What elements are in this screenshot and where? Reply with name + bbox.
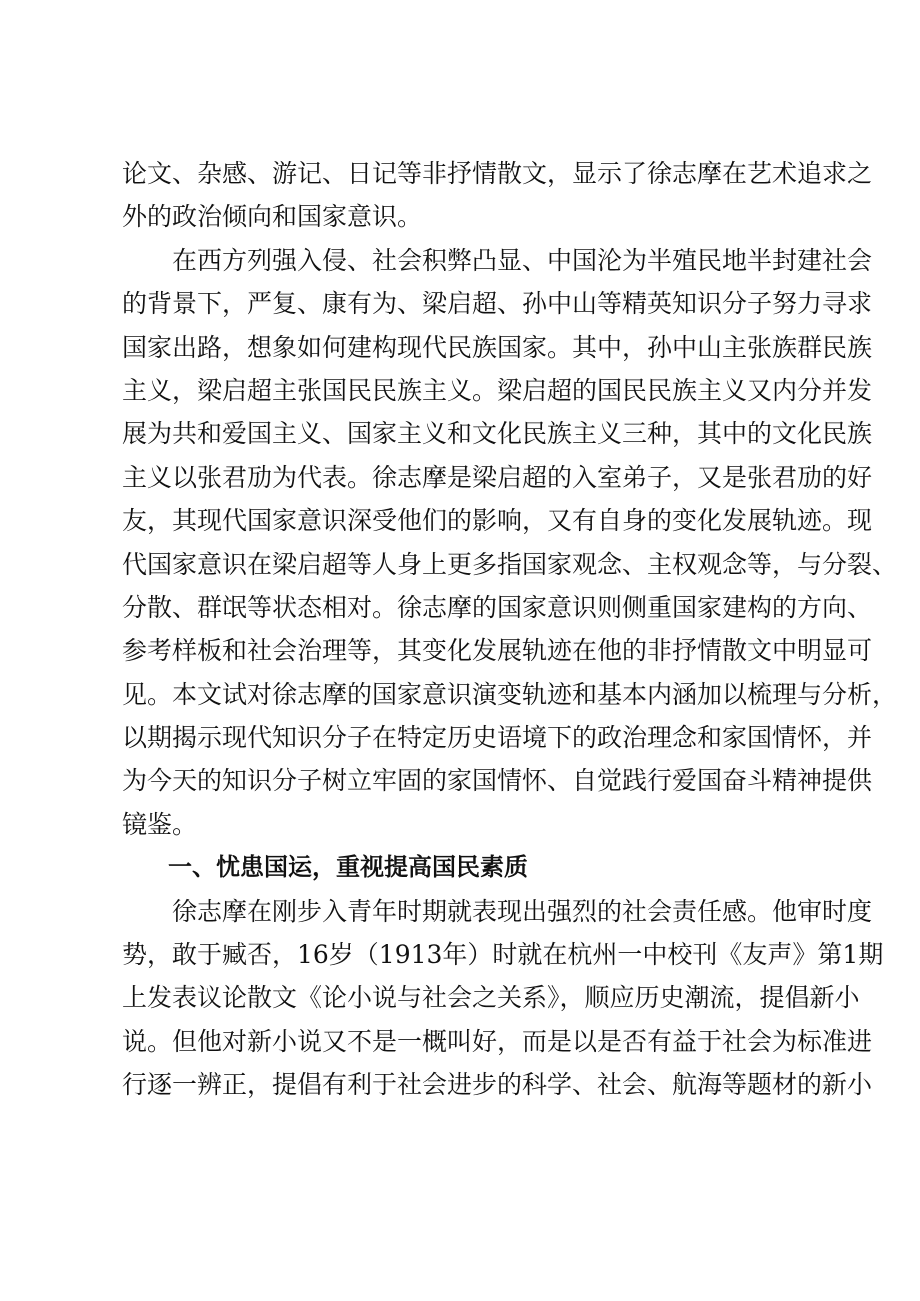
text-line: 国家出路，想象如何建构现代民族国家。其中，孙中山主张族群民族 <box>122 332 873 362</box>
paragraph-1 <box>122 152 873 239</box>
text-line: 为今天的知识分子树立牢固的家国情怀、自觉践行爱国奋斗精神提供 <box>122 766 873 796</box>
text-line: 外的政治倾向和国家意识。 <box>122 202 423 232</box>
text-line: 主义以张君劢为代表。徐志摩是梁启超的入室弟子，又是张君劢的好 <box>122 462 873 492</box>
text-line: 以期揭示现代知识分子在特定历史语境下的政治理念和家国情怀，并 <box>122 723 873 753</box>
text-line: 的背景下，严复、康有为、梁启超、孙中山等精英知识分子努力寻求 <box>122 289 873 319</box>
body-text <box>122 152 898 1107</box>
text-line: 分散、群氓等状态相对。徐志摩的国家意识则侧重国家建构的方向、 <box>122 592 873 622</box>
text-line: 势，敢于臧否，16岁（1913年）时就在杭州一中校刊《友声》第1期 <box>122 940 884 970</box>
text-line: 参考样板和社会治理等，其变化发展轨迹在他的非抒情散文中明显可 <box>122 636 873 666</box>
text-line: 说。但他对新小说又不是一概叫好，而是以是否有益于社会为标准进 <box>122 1026 873 1056</box>
text-line: 上发表议论散文《论小说与社会之关系》，顺应历史潮流，提倡新小 <box>122 983 860 1013</box>
text-line: 徐志摩在刚步入青年时期就表现出强烈的社会责任感。他审时度 <box>172 896 873 926</box>
text-line: 代国家意识在梁启超等人身上更多指国家观念、主权观念等，与分裂、 <box>122 549 898 579</box>
text-line: 镜鉴。 <box>122 809 198 839</box>
text-line: 行逐一辨正，提倡有利于社会进步的科学、社会、航海等题材的新小 <box>122 1070 873 1100</box>
text-line: 友，其现代国家意识深受他们的影响，又有自身的变化发展轨迹。现 <box>122 506 873 536</box>
text-line: 主义，梁启超主张国民民族主义。梁启超的国民民族主义又内分并发 <box>122 375 873 405</box>
paragraph-3 <box>122 890 884 1107</box>
text-line: 见。本文试对徐志摩的国家意识演变轨迹和基本内涵加以梳理与分析， <box>122 679 898 709</box>
section-heading: 一、忧患国运，重视提高国民素质 <box>168 853 528 882</box>
paragraph-2 <box>122 239 898 846</box>
text-line: 在西方列强入侵、社会积弊凸显、中国沦为半殖民地半封建社会 <box>172 245 873 275</box>
text-line: 展为共和爱国主义、国家主义和文化民族主义三种，其中的文化民族 <box>122 419 873 449</box>
text-line: 论文、杂感、游记、日记等非抒情散文，显示了徐志摩在艺术追求之 <box>122 159 873 188</box>
